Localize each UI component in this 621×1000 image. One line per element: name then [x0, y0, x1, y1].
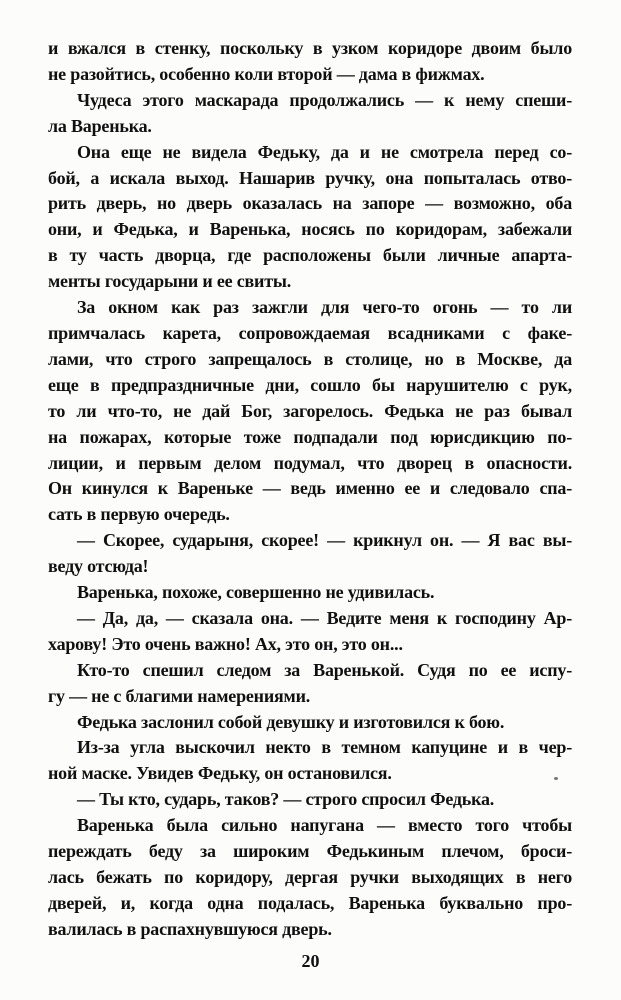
- text-line: и вжался в стенку, поскольку в узком коридоре двоим было: [48, 38, 572, 58]
- text-line: — Скорее, сударыня, скорее! — крикнул он. — Я вас вы-: [77, 530, 572, 551]
- text-line: не разойтись, особенно коли второй — дама в фижмах.: [48, 63, 485, 84]
- text-line: веду отсюда!: [48, 556, 149, 577]
- text-line: то ли что-то, не дай Бог, загорелось. Федька не раз бывал: [48, 400, 572, 421]
- text-line: гу — не с благими намерениями.: [48, 685, 311, 706]
- text-line: — Ты кто, сударь, таков? — строго спросил Федька.: [77, 789, 495, 810]
- text-line: валилась в распахнувшуюся дверь.: [48, 918, 332, 939]
- text-line: — Да, да, — сказала она. — Ведите меня к господину Ар-: [77, 607, 572, 628]
- text-block: [48, 36, 572, 943]
- text-line: За окном как раз зажгли для чего-то огонь — то ли: [77, 297, 572, 318]
- text-line: ной маске. Увидев Федьку, он остановился.: [48, 763, 392, 784]
- text-line: в ту часть дворца, где расположены были личные апарта-: [48, 245, 572, 266]
- text-line: на пожарах, которые тоже подпадали под юрисдикцию по-: [48, 426, 572, 447]
- text-line: дверей, и, когда одна подалась, Варенька буквально про-: [48, 892, 572, 913]
- text-line: лиции, и первым делом подумал, что дворец в опасности.: [48, 452, 572, 473]
- text-line: переждать беду за широким Федькиным плечом, броси-: [48, 841, 572, 862]
- text-line: лами, что строго запрещалось в столице, но в Москве, да: [48, 348, 572, 369]
- text-line: еще в предпраздничные дни, сошло бы нарушителю с рук,: [48, 374, 572, 395]
- text-line: Он кинулся к Вареньке — ведь именно ее и следовало спа-: [48, 478, 572, 499]
- text-line: Из-за угла выскочил некто в темном капуцине и в чер-: [77, 737, 572, 758]
- text-line: примчалась карета, сопровождаемая всадниками с факе-: [48, 322, 572, 343]
- text-line: менты государыни и ее свиты.: [48, 271, 291, 292]
- text-line: рить дверь, но дверь оказалась на запоре — возможно, оба: [48, 193, 572, 214]
- text-line: сать в первую очередь.: [48, 504, 230, 525]
- text-line: Чудеса этого маскарада продолжались — к нему спеши-: [77, 89, 572, 110]
- text-line: харову! Это очень важно! Ах, это он, это он...: [48, 633, 403, 654]
- text-line: Варенька была сильно напугана — вместо того чтобы: [77, 815, 572, 836]
- text-line: Федька заслонил собой девушку и изготовился к бою.: [77, 711, 505, 732]
- text-line: лась бежать по коридору, дергая ручки выходящих в него: [48, 867, 572, 887]
- page-number: 20: [301, 951, 320, 971]
- text-line: они, и Федька, и Варенька, носясь по коридорам, забежали: [48, 219, 572, 240]
- text-line: бой, а искала выход. Нашарив ручку, она попыталась отво-: [48, 167, 572, 188]
- text-line: ла Варенька.: [48, 115, 152, 136]
- text-line: Она еще не видела Федьку, да и не смотрела перед со-: [77, 141, 572, 162]
- scan-speck: [554, 777, 558, 780]
- text-line: Варенька, похоже, совершенно не удивилась.: [77, 582, 435, 603]
- text-line: Кто-то спешил следом за Варенькой. Судя по ее испу-: [77, 659, 572, 680]
